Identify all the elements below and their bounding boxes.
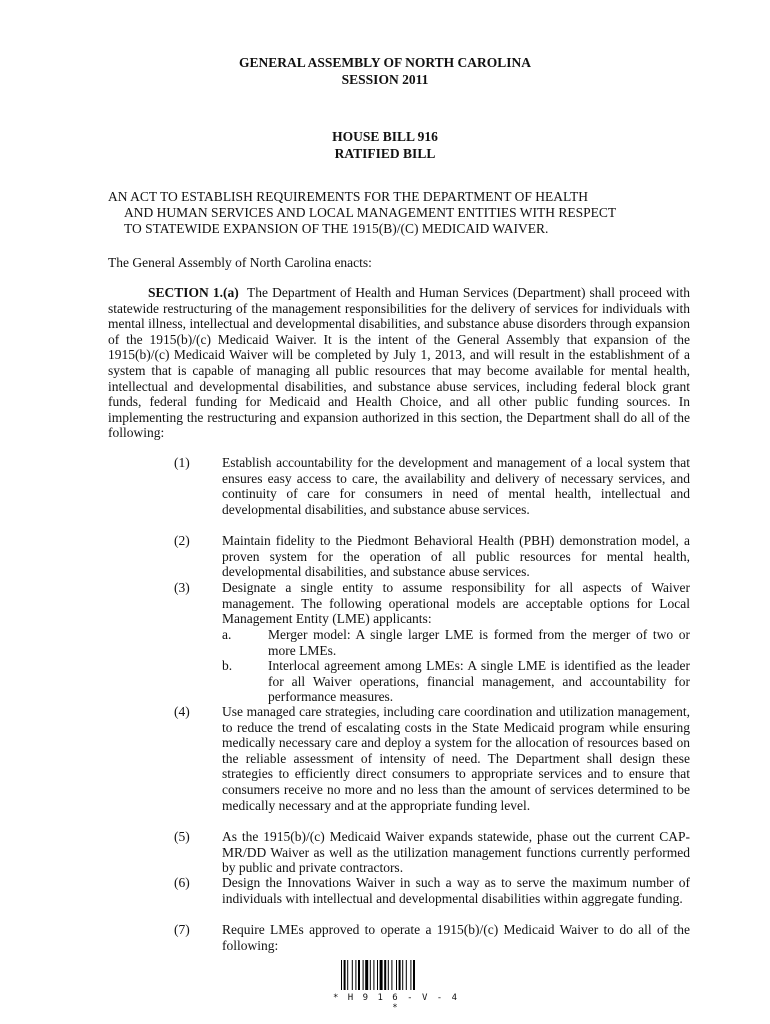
bill-status: RATIFIED BILL <box>334 146 436 161</box>
section-text: The Department of Health and Human Services (Department) shall proceed with statewide restructuring of the management responsibilities for the delivery of services for individuals with mental illness, intellectual and developmental disabilities, and substance abuse disorders through expansion of the 1915(b)/(c) Medicaid Waiver. It is the intent of the General Assembly that expansion of the 1915(b)/(c) Medicaid Waiver will be completed by July 1, 2013, and will result in the establishment of a system that is capable of managing all public resources that may become available for mental health, intellectual and developmental disabilities, and substance abuse services, including federal block grant funds, federal funding for Medicaid and Health Choice, and all other public funding sources. In implementing the restructuring and expansion authorized in this section, the Department shall do all of the following: <box>108 285 691 441</box>
item-text: Use managed care strategies, including care coordination and utilization management, to reduce the trend of escalating costs in the State Medicaid program while ensuring medically necessary care and deploy a system for the allocation of resources based on the reliable assessment of intensity of need. The Department shall design these strategies to efficiently direct consumers to appropriate services and to ensure that consumers receive no more and no less than the amount of services determined to be medically necessary and at the appropriate funding level. <box>222 704 690 813</box>
barcode-text: * H 9 1 6 - V - 4 * <box>332 993 460 1013</box>
subitem-letter: a. <box>222 627 232 642</box>
act-title <box>108 189 690 237</box>
session-heading: SESSION 2011 <box>341 72 429 87</box>
barcode-icon <box>341 960 451 990</box>
item-text: As the 1915(b)/(c) Medicaid Waiver expands statewide, phase out the current CAP-MR/DD Waiver as well as the utilization management functions currently performed by public and private contractors. <box>222 829 690 876</box>
assembly-heading: GENERAL ASSEMBLY OF NORTH CAROLINA <box>238 55 532 70</box>
item-text: Designate a single entity to assume responsibility for all aspects of Waiver management. The following operational models are acceptable options for Local Management Entity (LME) applicants: <box>222 580 690 627</box>
item-text: Maintain fidelity to the Piedmont Behavioral Health (PBH) demonstration model, a proven system for the operation of all public resources for mental health, developmental disabilities, and substance abuse services. <box>222 533 690 580</box>
item-number: (5) <box>174 829 190 844</box>
item-number: (3) <box>174 580 190 595</box>
subitem-text: Merger model: A single larger LME is formed from the merger of two or more LMEs. <box>268 627 690 658</box>
item-number: (1) <box>174 455 190 470</box>
item-text: Establish accountability for the development and management of a local system that ensures easy access to care, the availability and delivery of necessary services, and continuity of care for consumers in need of mental health, intellectual and developmental disabilities, and substance abuse services. <box>222 455 690 517</box>
act-title-line-3: TO STATEWIDE EXPANSION OF THE 1915(B)/(C) MEDICAID WAIVER. <box>124 221 549 236</box>
section-label: SECTION 1.(a) <box>148 285 239 300</box>
act-title-line-2: AND HUMAN SERVICES AND LOCAL MANAGEMENT ENTITIES WITH RESPECT <box>124 205 617 220</box>
section-1a <box>108 285 690 441</box>
subitem-letter: b. <box>222 658 233 673</box>
item-number: (7) <box>174 922 190 937</box>
item-text: Require LMEs approved to operate a 1915(b)/(c) Medicaid Waiver to do all of the following: <box>222 922 690 953</box>
subitem-text: Interlocal agreement among LMEs: A single LME is identified as the leader for all Waiver operations, financial management, and accountability for performance measures. <box>268 658 690 705</box>
enacting-clause: The General Assembly of North Carolina enacts: <box>108 255 372 270</box>
act-title-line-1: AN ACT TO ESTABLISH REQUIREMENTS FOR THE DEPARTMENT OF HEALTH <box>108 189 589 204</box>
item-number: (4) <box>174 704 190 719</box>
item-number: (6) <box>174 875 190 890</box>
item-text: Design the Innovations Waiver in such a way as to serve the maximum number of individuals with intellectual and developmental disabilities within aggregate funding. <box>222 875 690 906</box>
bill-number: HOUSE BILL 916 <box>332 129 438 144</box>
item-number: (2) <box>174 533 190 548</box>
